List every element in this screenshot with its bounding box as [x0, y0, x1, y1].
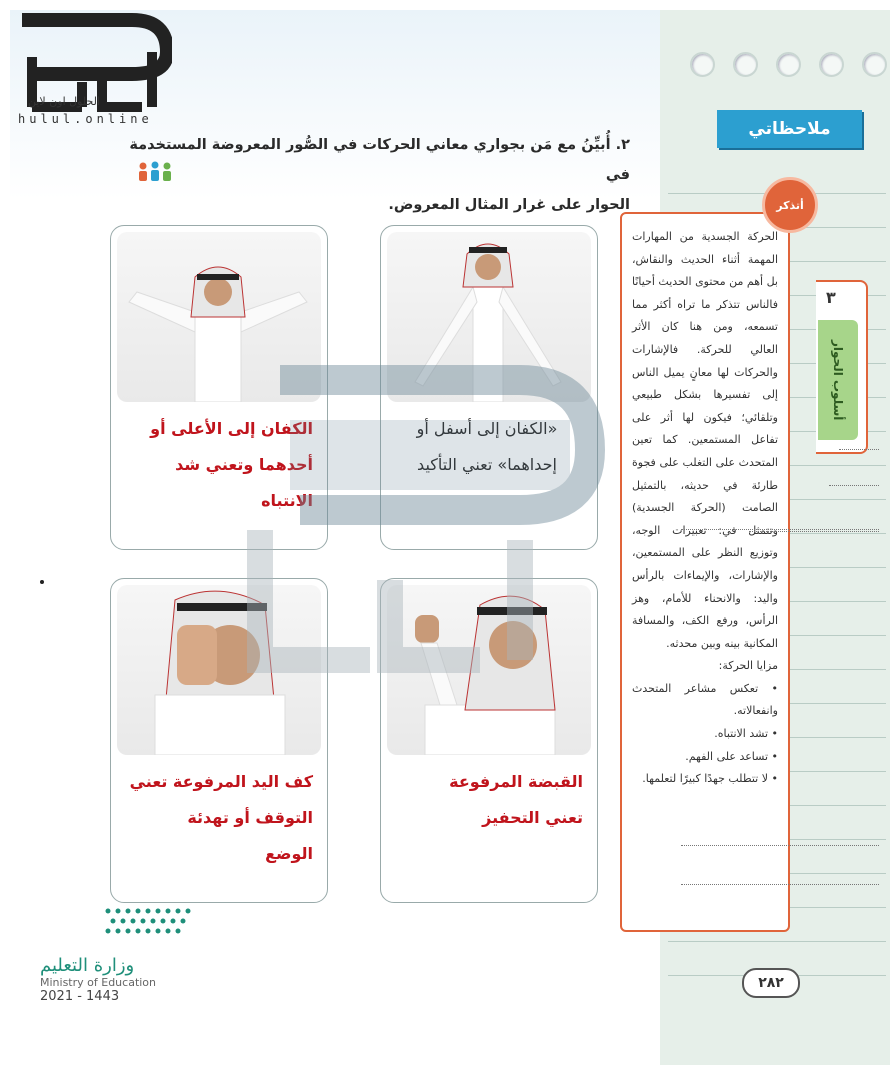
- caption-line: كف اليد المرفوعة تعني: [129, 772, 313, 791]
- advantage-item: • تشد الانتباه.: [714, 727, 778, 741]
- answer-dotted-line: [749, 531, 879, 532]
- advantage-item: • تعكس مشاعر المتحدث وانفعالاته.: [632, 681, 778, 718]
- notes-title: ملاحظاتي: [717, 110, 862, 148]
- question-line: ٢. أُبيِّنُ مع مَن بجواري معاني الحركات في الصُّور المعروضة المستخدمة في: [129, 137, 630, 183]
- caption-line: «الكفان إلى أسفل أو: [416, 419, 558, 438]
- remember-text: الحركة الجسدية من المهارات المهمة أثناء الحديث والنقاش، بل أهم من محتوى الحديث أحيانًا فالناس تتذكر ما تراه أكثر مما تسمعه، ومن هنا كان الأثر العالي للحركة. فالإشارات والحركات لها معانٍ يميل الناس إلى تفسيرها بشكل طبيعي وتلقائي؛ فيكون لها أثر على تفاعل المستمعين. كما تعين المتحدث على التغلب على فجوة طارئة في حديثه، بالتمثيل الصامت (الحركة الجسدية) وتتمثل في: تعبيرات الوجه، وتوزيع النظر على المستمعين، والإشارات، والإيماءات بالرأس واليد: والانحناء للأمام، وهز الرأس، ورفع الكف، والمسافة المكانية بينه وبين محدثه.: [631, 230, 778, 650]
- ring-icon: [819, 52, 844, 77]
- logo-url: hulul.online: [18, 112, 153, 126]
- remember-badge: أتذكر: [762, 177, 818, 233]
- gesture-card-attention: [110, 225, 328, 550]
- answer-dotted-line: [839, 449, 879, 450]
- answer-dotted-line: [681, 884, 879, 885]
- answer-dotted-line: [829, 485, 879, 486]
- question: [110, 130, 630, 220]
- ring-icon: [862, 52, 887, 77]
- unit-number: ٣: [826, 288, 836, 307]
- gesture-photo-raised-palm: [117, 585, 321, 755]
- gesture-photo-raised-fist: [387, 585, 591, 755]
- caption-line: التوقف أو تهدئة: [187, 808, 313, 827]
- gesture-card-motivation: [380, 578, 598, 903]
- remember-box: [620, 212, 790, 932]
- group-work-icon: [136, 160, 174, 182]
- ministry-dots-icon: [100, 905, 210, 941]
- caption-line: القبضة المرفوعة: [449, 772, 583, 791]
- gesture-card-stop: [110, 578, 328, 903]
- caption-line: الكفان إلى الأعلى أو: [150, 419, 313, 438]
- card-caption: [391, 764, 583, 836]
- binder-rings: [690, 52, 887, 77]
- ministry-name-en: Ministry of Education: [40, 976, 157, 989]
- caption-line: تعني التحفيز: [482, 808, 583, 827]
- caption-line: أحدهما وتعني شد: [175, 455, 313, 474]
- ring-icon: [776, 52, 801, 77]
- ministry-year: 2021 - 1443: [40, 989, 120, 1004]
- advantage-item: • تساعد على الفهم.: [685, 749, 778, 763]
- caption-line: إحداهما» تعني التأكيد: [417, 455, 557, 474]
- ministry-logo: [40, 905, 210, 1005]
- logo-arabic-text: الحلول اون لاين: [28, 95, 100, 108]
- ring-icon: [733, 52, 758, 77]
- advantage-item: • لا تتطلب جهدًا كبيرًا لتعلمها.: [642, 772, 778, 786]
- card-caption: [391, 411, 583, 483]
- caption-line: الانتباه: [261, 491, 313, 510]
- gesture-photo-hands-up: [117, 232, 321, 402]
- answer-dotted-line: [681, 529, 879, 530]
- page-number: ٢٨٢: [742, 968, 800, 998]
- card-caption: [121, 411, 313, 519]
- gesture-card-emphasis: [380, 225, 598, 550]
- ministry-name-ar: وزارة التعليم: [40, 955, 135, 976]
- question-line: الحوار على غرار المثال المعروض.: [388, 197, 630, 213]
- advantages-title: مزايا الحركة:: [718, 659, 778, 673]
- card-caption: [121, 764, 313, 872]
- answer-dotted-line: [681, 845, 879, 846]
- caption-line: الوضع: [265, 844, 313, 863]
- bullet-dot: [40, 580, 44, 584]
- unit-label: أسلوب الحوار: [818, 320, 858, 440]
- ring-icon: [690, 52, 715, 77]
- gesture-photo-hands-down: [387, 232, 591, 402]
